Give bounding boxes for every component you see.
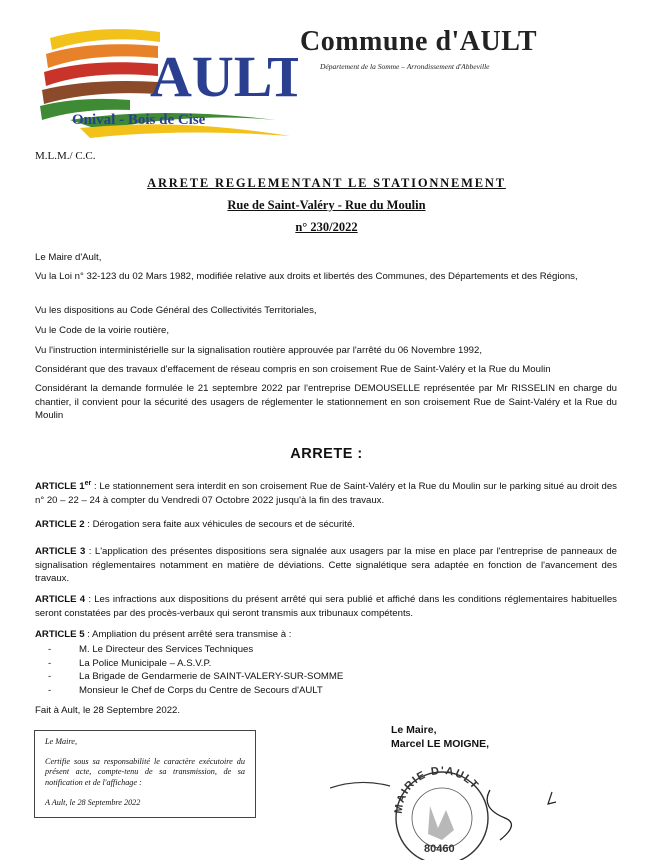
arrete-heading: ARRETE : <box>290 446 363 462</box>
article-4-label: ARTICLE 4 <box>35 594 86 605</box>
certification-date: A Ault, le 28 Septembre 2022 <box>45 797 141 807</box>
list-item: - La Police Municipale – A.S.V.P. <box>48 657 212 669</box>
decree-number <box>0 220 653 235</box>
article-2-text: : Dérogation sera faite aux véhicules de secours et de sécurité. <box>84 519 355 530</box>
logo-graphic <box>40 24 298 142</box>
preamble-mayor: Le Maire d'Ault, <box>35 252 102 263</box>
article-3 <box>35 545 617 586</box>
article-4-text: : Les infractions aux dispositions du présent arrêté qui sera publié et affiché dans les conditions réglementaires habituelles seront constatées par des procès-verbaux qui seront transmis aux tribunaux compétents. <box>35 594 617 619</box>
commune-title: Commune d'AULT <box>300 26 538 57</box>
article-1 <box>35 477 617 507</box>
streets-title <box>0 198 653 213</box>
official-stamp <box>330 748 570 860</box>
article-1-label: ARTICLE 1er <box>35 480 92 493</box>
preamble-works: Considérant que des travaux d'effacement de réseau compris en son croisement Rue de Saint-Valéry et la Rue du Moulin <box>35 364 551 375</box>
reference: M.L.M./ C.C. <box>35 150 96 162</box>
certification-box <box>34 730 256 818</box>
article-1-text: : Le stationnement sera interdit en son croisement Rue de Saint-Valéry et la Rue du Moulin sur le parking situé au droit des n° 20 – 22 – 24 à compter du Vendredi 07 Octobre 2022 jusqu'à la fin des travaux. <box>35 481 617 506</box>
recipient-2: La Police Municipale – A.S.V.P. <box>79 657 212 669</box>
article-5-text: : Ampliation du présent arrêté sera transmise à : <box>84 629 292 640</box>
logo-text: AULT <box>150 44 298 109</box>
svg-text:MAIRIE D'AULT <box>393 765 481 815</box>
article-2 <box>35 518 617 532</box>
article-4 <box>35 593 617 620</box>
article-5 <box>35 628 617 642</box>
list-item: - Monsieur le Chef de Corps du Centre de Secours d'AULT <box>48 684 323 696</box>
signature-title: Le Maire, <box>391 724 437 736</box>
document-title-text: ARRETE REGLEMENTANT LE STATIONNEMENT <box>147 176 506 190</box>
article-3-label: ARTICLE 3 <box>35 546 86 557</box>
list-item: - M. Le Directeur des Services Techniques <box>48 644 254 655</box>
preamble-law: Vu la Loi n° 32-123 du 02 Mars 1982, modifiée relative aux droits et libertés des Communes, des Départements et des Régions, <box>35 271 578 282</box>
commune-logo <box>40 24 298 142</box>
recipient-3: La Brigade de Gendarmerie de SAINT-VALERY-SUR-SOMME <box>79 671 344 683</box>
preamble-request: Considérant la demande formulée le 21 septembre 2022 par l'entreprise DEMOUSELLE représentée par Mr RISSELIN en charge du chantier, il convient pour la sécurité des usagers de réglementer le stationnement en son croisement Rue de Saint-Valéry et la Rue du Moulin <box>35 383 617 421</box>
list-item: - La Brigade de Gendarmerie de SAINT-VALERY-SUR-SOMME <box>48 671 344 683</box>
preamble-instruction: Vu l'instruction interministérielle sur la signalisation routière approuvée par l'arrêté du 06 Novembre 1992, <box>35 345 482 356</box>
recipient-list <box>48 643 343 697</box>
signature-name: Marcel LE MOIGNE, <box>391 738 490 750</box>
certification-heading: Le Maire, <box>45 737 77 746</box>
stamp-graphic <box>330 748 570 860</box>
done-at: Fait à Ault, le 28 Septembre 2022. <box>35 705 181 716</box>
recipient-4: Monsieur le Chef de Corps du Centre de Secours d'AULT <box>79 684 323 696</box>
preamble-cgct: Vu les dispositions au Code Général des Collectivités Territoriales, <box>35 305 317 316</box>
logo-subtitle: Onival - Bois de Cise <box>72 112 206 128</box>
article-2-label: ARTICLE 2 <box>35 519 85 530</box>
preamble-road-code: Vu le Code de la voirie routière, <box>35 325 170 336</box>
department-line: Département de la Somme – Arrondissement d'Abbeville <box>320 62 490 71</box>
certification-body: Certifie sous sa responsabilité le caractère exécutoire du présent acte, compte-tenu de sa transmission, de sa notification et de l'affichage : <box>45 757 245 787</box>
article-3-text: : L'application des présentes dispositions sera signalée aux usagers par la mise en place par l'entreprise de panneaux de signalisation réglementaires notamment en matière de déviations. Cette signalétique sera adaptée en fonction de l'avancement des travaux. <box>35 546 618 584</box>
stamp-text: MAIRIE D'AULT <box>392 764 482 815</box>
recipient-1: M. Le Directeur des Services Techniques <box>79 644 254 655</box>
document-title <box>0 176 653 191</box>
article-5-label: ARTICLE 5 <box>35 629 85 640</box>
stamp-code: 80460 <box>424 843 455 855</box>
streets-title-text: Rue de Saint-Valéry - Rue du Moulin <box>227 198 426 212</box>
decree-number-text: n° 230/2022 <box>295 220 358 234</box>
